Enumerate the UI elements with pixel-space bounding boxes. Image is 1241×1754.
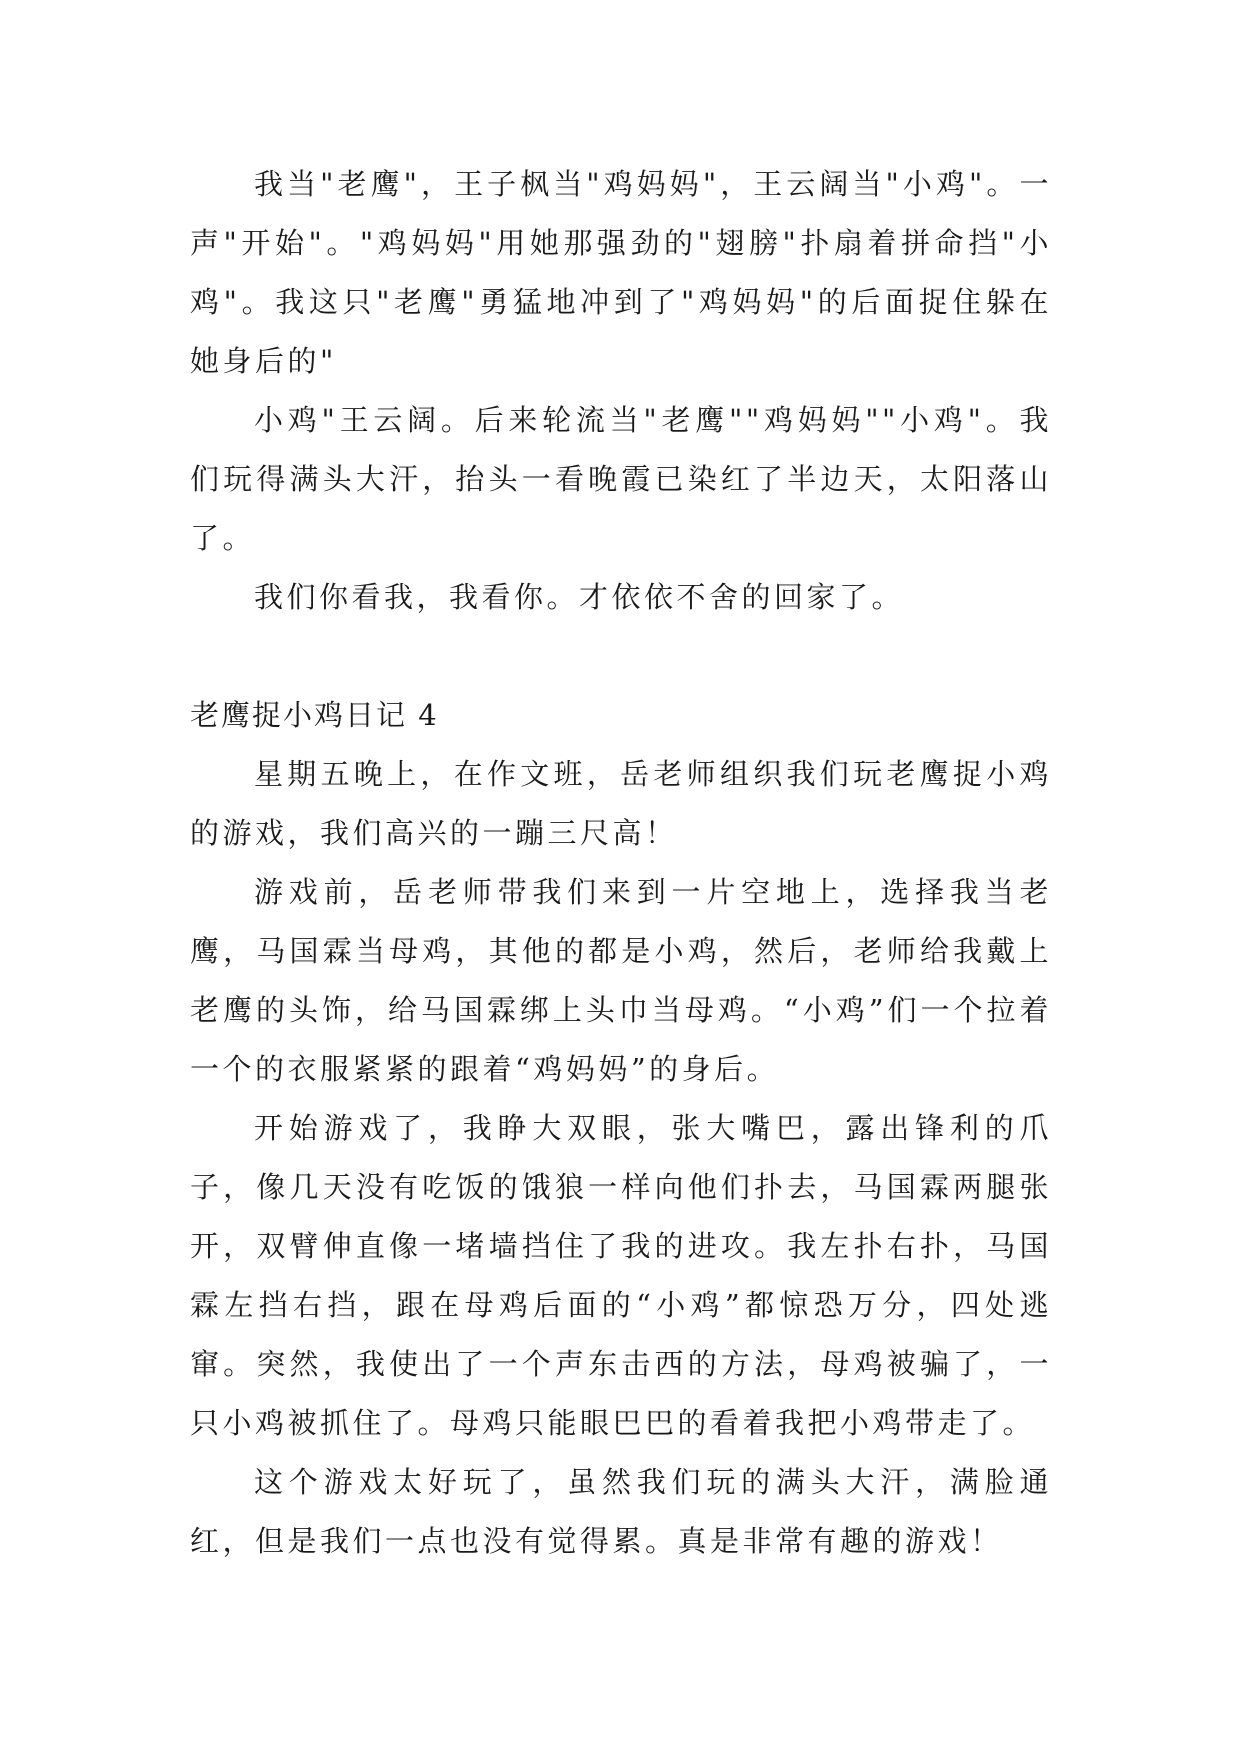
- paragraph: 我当"老鹰"，王子枫当"鸡妈妈"，王云阔当"小鸡"。一声"开始"。"鸡妈妈"用她那强劲的"翅膀"扑扇着拼命挡"小鸡"。我这只"老鹰"勇猛地冲到了"鸡妈妈"的后面捉住躲在她身后的": [190, 167, 1052, 378]
- paragraph: 小鸡"王云阔。后来轮流当"老鹰""鸡妈妈""小鸡"。我们玩得满头大汗，抬头一看晚霞已染红了半边天，太阳落山了。: [190, 403, 1052, 555]
- document-body: [190, 155, 1052, 1571]
- paragraph: 游戏前，岳老师带我们来到一片空地上，选择我当老鹰，马国霖当母鸡，其他的都是小鸡，然后，老师给我戴上老鹰的头饰，给马国霖绑上头巾当母鸡。“小鸡”们一个拉着一个的衣服紧紧的跟着“鸡妈妈”的身后。: [190, 875, 1052, 1086]
- paragraph: 星期五晚上，在作文班，岳老师组织我们玩老鹰捉小鸡的游戏，我们高兴的一蹦三尺高！: [190, 757, 1052, 850]
- section-title: 老鹰捉小鸡日记 4: [190, 698, 439, 732]
- paragraph: 开始游戏了，我睁大双眼，张大嘴巴，露出锋利的爪子，像几天没有吃饭的饿狼一样向他们扑去，马国霖两腿张开，双臂伸直像一堵墙挡住了我的进攻。我左扑右扑，马国霖左挡右挡，跟在母鸡后面的“小鸡”都惊恐万分，四处逃窜。突然，我使出了一个声东击西的方法，母鸡被骗了，一只小鸡被抓住了。母鸡只能眼巴巴的看着我把小鸡带走了。: [190, 1111, 1052, 1440]
- paragraph: 这个游戏太好玩了，虽然我们玩的满头大汗，满脸通红，但是我们一点也没有觉得累。真是非常有趣的游戏！: [190, 1465, 1052, 1558]
- paragraph: 我们你看我，我看你。才依依不舍的回家了。: [254, 580, 905, 614]
